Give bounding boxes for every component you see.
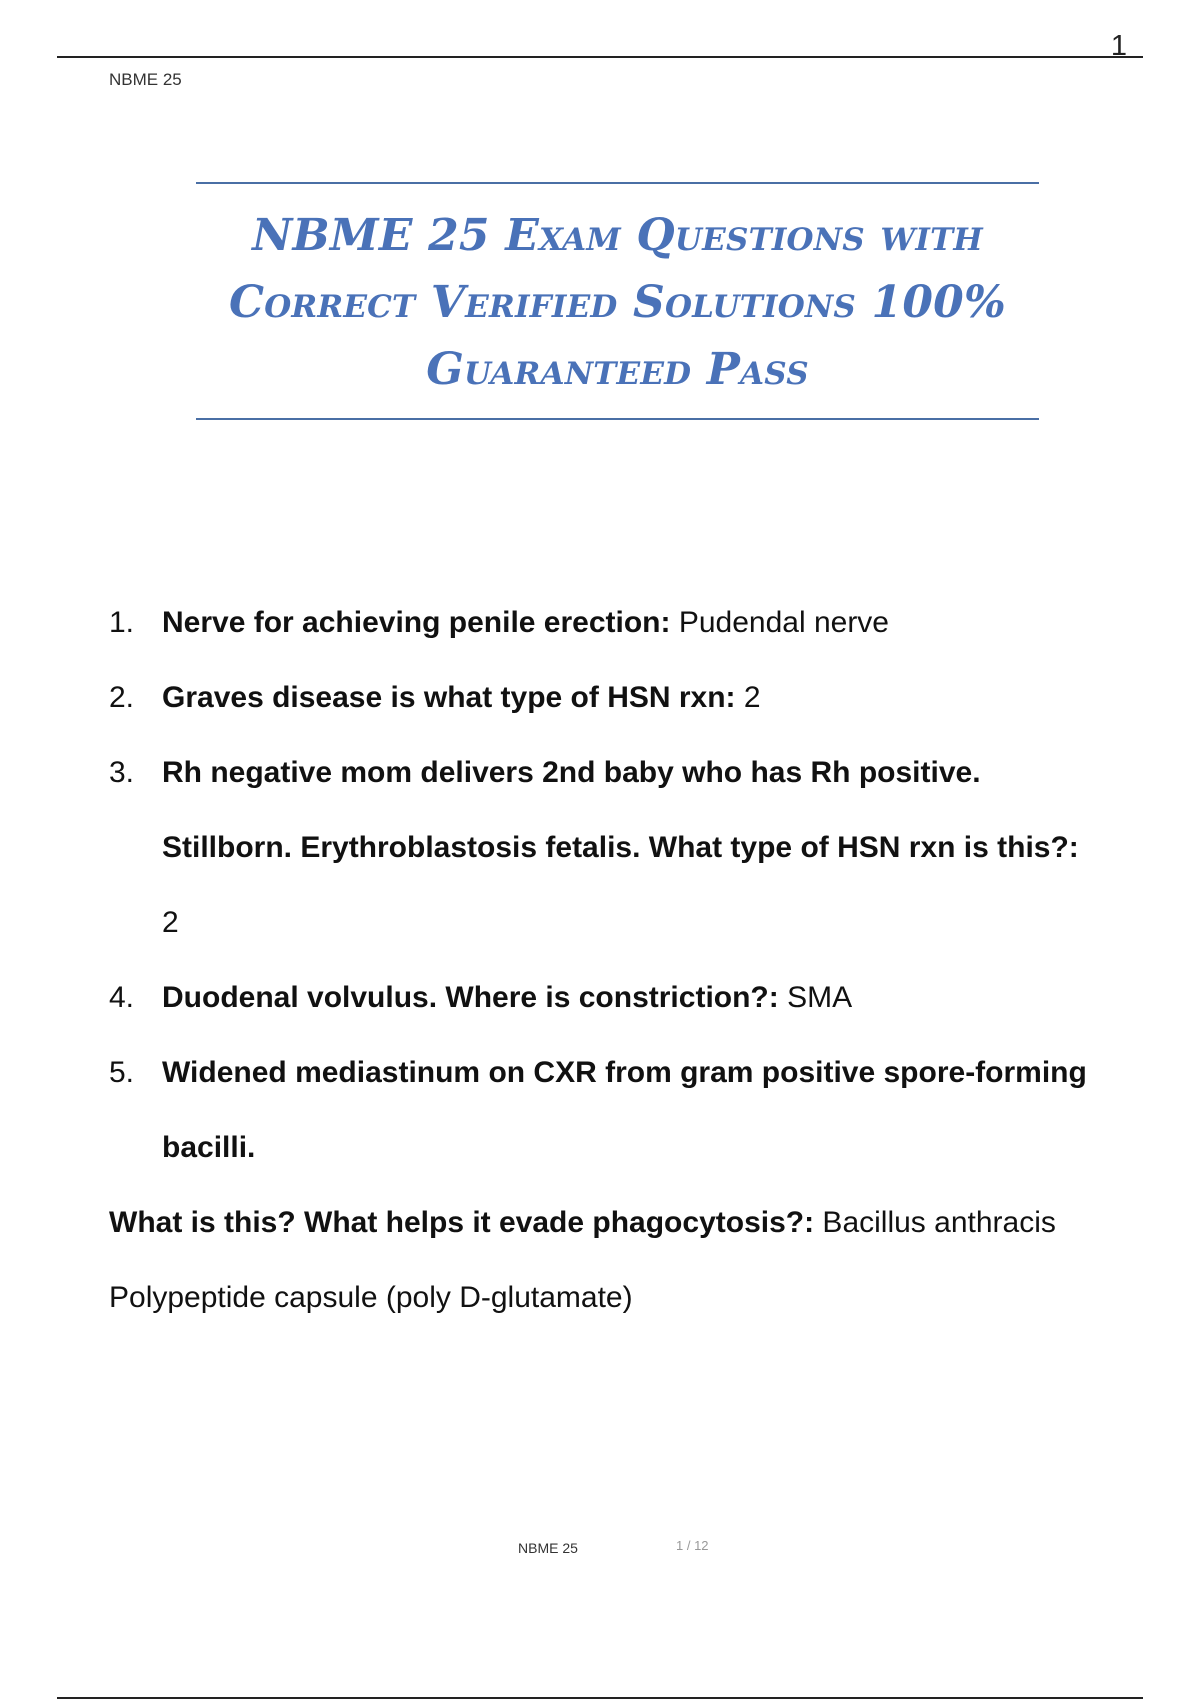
item-number: 5. [109,1056,135,1089]
footer-label: NBME 25 [518,1540,578,1556]
title-line-1: NBME 25 Exam Questions with [252,210,983,261]
answer-text: Bacillus anthracis [814,1206,1056,1239]
item-number: 2. [109,681,135,714]
footer-page-indicator: 1 / 12 [676,1538,709,1553]
question-list [109,585,1089,1335]
header-rule [57,56,1143,58]
footer-rule [57,1697,1143,1699]
question-text: Widened mediastinum on CXR from gram positive spore-forming bacilli. [162,1056,1087,1164]
item-number: 3. [109,756,135,789]
item-number: 4. [109,981,135,1014]
question-text: Duodenal volvulus. Where is constriction?: [162,981,779,1014]
answer-extra: Polypeptide capsule (poly D-glutamate) [109,1281,633,1314]
list-item [109,660,1089,735]
page-number: 1 [1110,30,1127,62]
title-line-3: Guaranteed Pass [426,344,809,395]
document-title [196,202,1039,403]
title-rule-bottom [196,418,1039,420]
answer-text: 2 [735,681,761,714]
list-item [109,585,1089,660]
title-line-2: Correct Verified Solutions 100% [229,277,1006,328]
list-item [109,960,1089,1035]
item-number: 1. [109,606,135,639]
answer-text: Pudendal nerve [670,606,889,639]
title-rule-top [196,182,1039,184]
question-text: Nerve for achieving penile erection: [162,606,671,639]
answer-text: 2 [162,906,179,939]
question-text: Rh negative mom delivers 2nd baby who has Rh positive. Stillborn. Erythroblastosis fetalis. What type of HSN rxn is this?: [162,756,1079,864]
list-item [109,1035,1089,1185]
answer-text: SMA [778,981,853,1014]
running-header: NBME 25 [109,70,182,89]
list-item [109,735,1089,960]
answer-continuation [109,1185,1089,1260]
question-text: What is this? What helps it evade phagocytosis?: [109,1206,815,1239]
page-footer [0,1538,1200,1562]
question-text: Graves disease is what type of HSN rxn: [162,681,736,714]
